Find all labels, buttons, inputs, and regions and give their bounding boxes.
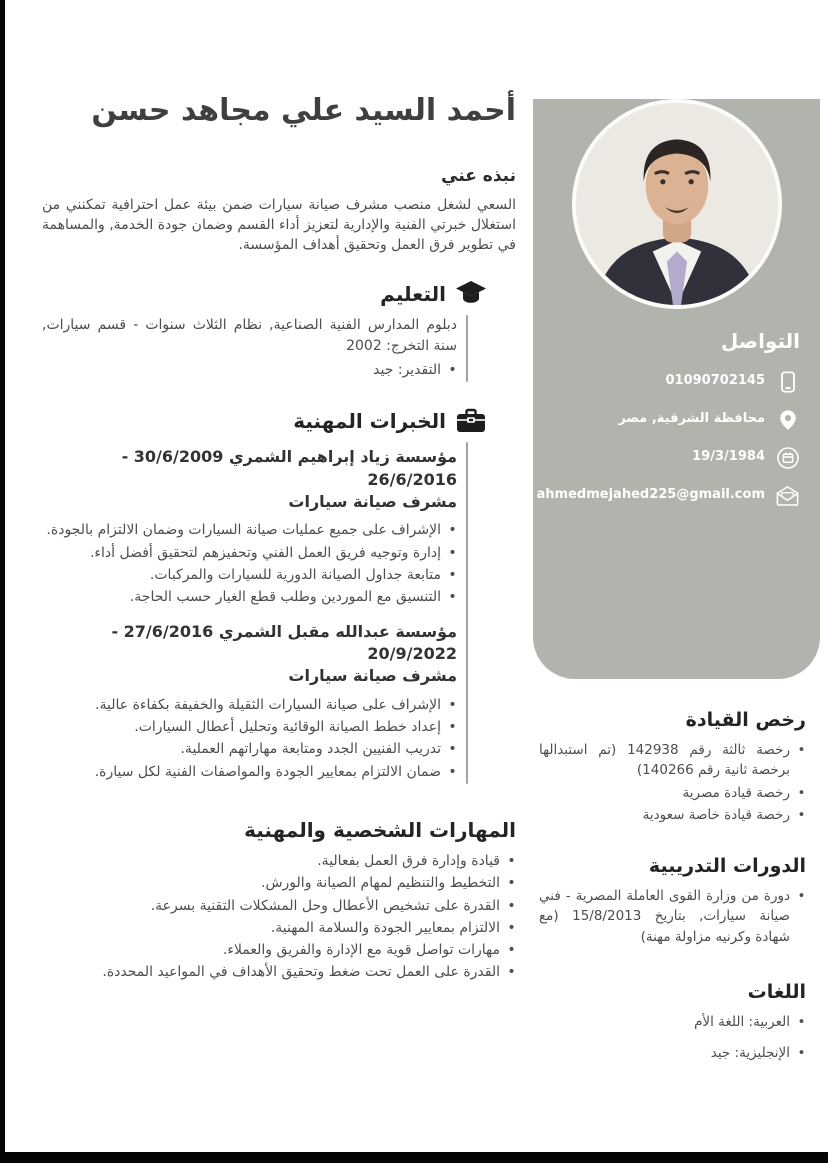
experience-body [42,442,516,784]
list-item: • رخصة ثالثة رقم 142938 (تم استبدالها برخصة ثانية رقم 140266) [539,742,806,779]
list-item: • التقدير: جيد [373,361,457,378]
job-role: مشرف صيانة سيارات [288,666,457,686]
about-title: نبذه عني [441,165,516,186]
job-company-dates: مؤسسة زياد إبراهيم الشمري 30/6/2009 - 26/6/2016 [121,447,457,489]
job-entry [42,446,457,607]
about-text: السعي لشغل منصب مشرف صيانة سيارات ضمن بيئة عمل احترافية تمكنني من استغلال خبرتي الفنية والإدارية لتعزيز أداء القسم وضمان جودة الخدمة, والمساهمة في تطوير فرق العمل وتحقيق أهداف المؤسسة. [42,196,516,254]
languages-bullet-list [539,1012,806,1064]
list-item: • التخطيط والتنظيم لمهام الصيانة والورش. [261,875,516,892]
contact-phone-row [547,369,800,394]
list-item: • تدريب الفنيين الجدد ومتابعة مهاراتهم العملية. [180,741,457,758]
list-item: • إدارة وتوجيه فريق العمل الفني وتحفيزهم لتحقيق أفضل أداء. [89,544,457,561]
birthdate-text: 19/3/1984 [692,449,765,465]
list-item: • التنسيق مع الموردين وطلب قطع الغيار حسب الحاجة. [129,589,457,606]
list-item: • قيادة وإدارة فرق العمل بفعالية. [317,853,516,869]
list-item: • الإشراف على صيانة السيارات الثقيلة والخفيفة بكفاءة عالية. [95,696,457,713]
education-header [42,281,516,307]
list-item: • مهارات تواصل قوية مع الإدارة والفريق والعملاء. [222,942,516,959]
list-item: • الإنجليزية: جيد [710,1045,806,1061]
contact-section [533,309,820,508]
location-pin-icon [775,407,800,432]
licenses-title: رخص القيادة [685,709,806,731]
experience-header [42,408,516,434]
list-item: • متابعة جداول الصيانة الدورية للسيارات والمركبات. [149,567,457,584]
courses-title: الدورات التدريبية [648,855,806,877]
licenses-bullet-list [539,740,806,825]
timeline-line [466,442,468,784]
job-entry [42,621,457,782]
profile-photo-illustration [576,103,778,305]
sidebar-column [533,0,820,1074]
about-section [42,166,516,256]
main-column [42,0,516,985]
job-bullet-list [42,520,457,607]
list-item: • دورة من وزارة القوى العاملة المصرية - فني صيانة سيارات, بتاريخ 15/8/2013 (مع شهادة وكرنيه مزاولة مهنة) [539,888,806,945]
email-text: ahmedmejahed225@gmail.com [536,487,765,503]
job-role: مشرف صيانة سيارات [288,492,457,512]
list-item: • القدرة على العمل تحت ضغط وتحقيق الأهداف في المواعيد المحددة. [102,964,516,981]
sidebar-panel [533,99,820,679]
courses-bullet-list [539,886,806,947]
profile-photo [572,99,782,309]
education-text: دبلوم المدارس الفنية الصناعية, نظام الثلاث سنوات - قسم سيارات, سنة التخرج: 2002 [42,317,457,354]
list-item: • الالتزام بمعايير الجودة والسلامة المهنية. [270,919,516,936]
list-item: • رخصة قيادة مصرية [682,784,806,801]
list-item: • الإشراف على جميع عمليات صيانة السيارات وضمان الالتزام بالجودة. [46,522,457,539]
education-title: التعليم [380,282,446,307]
location-text: محافظة الشرقية, مصر [618,411,765,427]
list-item: • رخصة قيادة خاصة سعودية [642,806,806,823]
experience-section [42,408,516,784]
education-section [42,281,516,382]
skills-bullet-list [42,851,516,983]
sidebar-lower-sections [533,709,820,1063]
scan-edge-bottom [0,1152,828,1163]
contact-email-row [536,483,800,508]
list-item: • العربية: اللغة الأم [694,1013,806,1030]
skills-section [42,818,516,983]
candidate-name: أحمد السيد علي مجاهد حسن [91,93,516,128]
skills-title: المهارات الشخصية والمهنية [244,818,516,842]
experience-title: الخبرات المهنية [293,409,446,434]
briefcase-icon [456,408,486,434]
contact-location-row [547,407,800,432]
graduation-cap-icon [456,281,486,307]
smartphone-icon [775,369,800,394]
job-bullet-list [42,695,457,782]
list-item: • إعداد خطط الصيانة الوقائية وتحليل أعطال السيارات. [134,719,457,736]
education-bullet-list [42,360,457,380]
contact-birthdate-row [547,445,800,470]
languages-title: اللغات [747,980,806,1003]
education-body [42,315,516,382]
scan-edge-left [0,0,5,1163]
contact-title: التواصل [720,329,800,353]
list-item: • ضمان الالتزام بمعايير الجودة والمواصفات الفنية لكل سيارة. [94,763,457,780]
timeline-line [466,315,468,382]
phone-number: 01090702145 [665,373,765,389]
envelope-icon [775,483,800,508]
job-company-dates: مؤسسة عبدالله مقبل الشمري 27/6/2016 - 20/9/2022 [111,621,457,664]
list-item: • القدرة على تشخيص الأعطال وحل المشكلات التقنية بسرعة. [150,897,516,914]
calendar-icon [775,445,800,470]
